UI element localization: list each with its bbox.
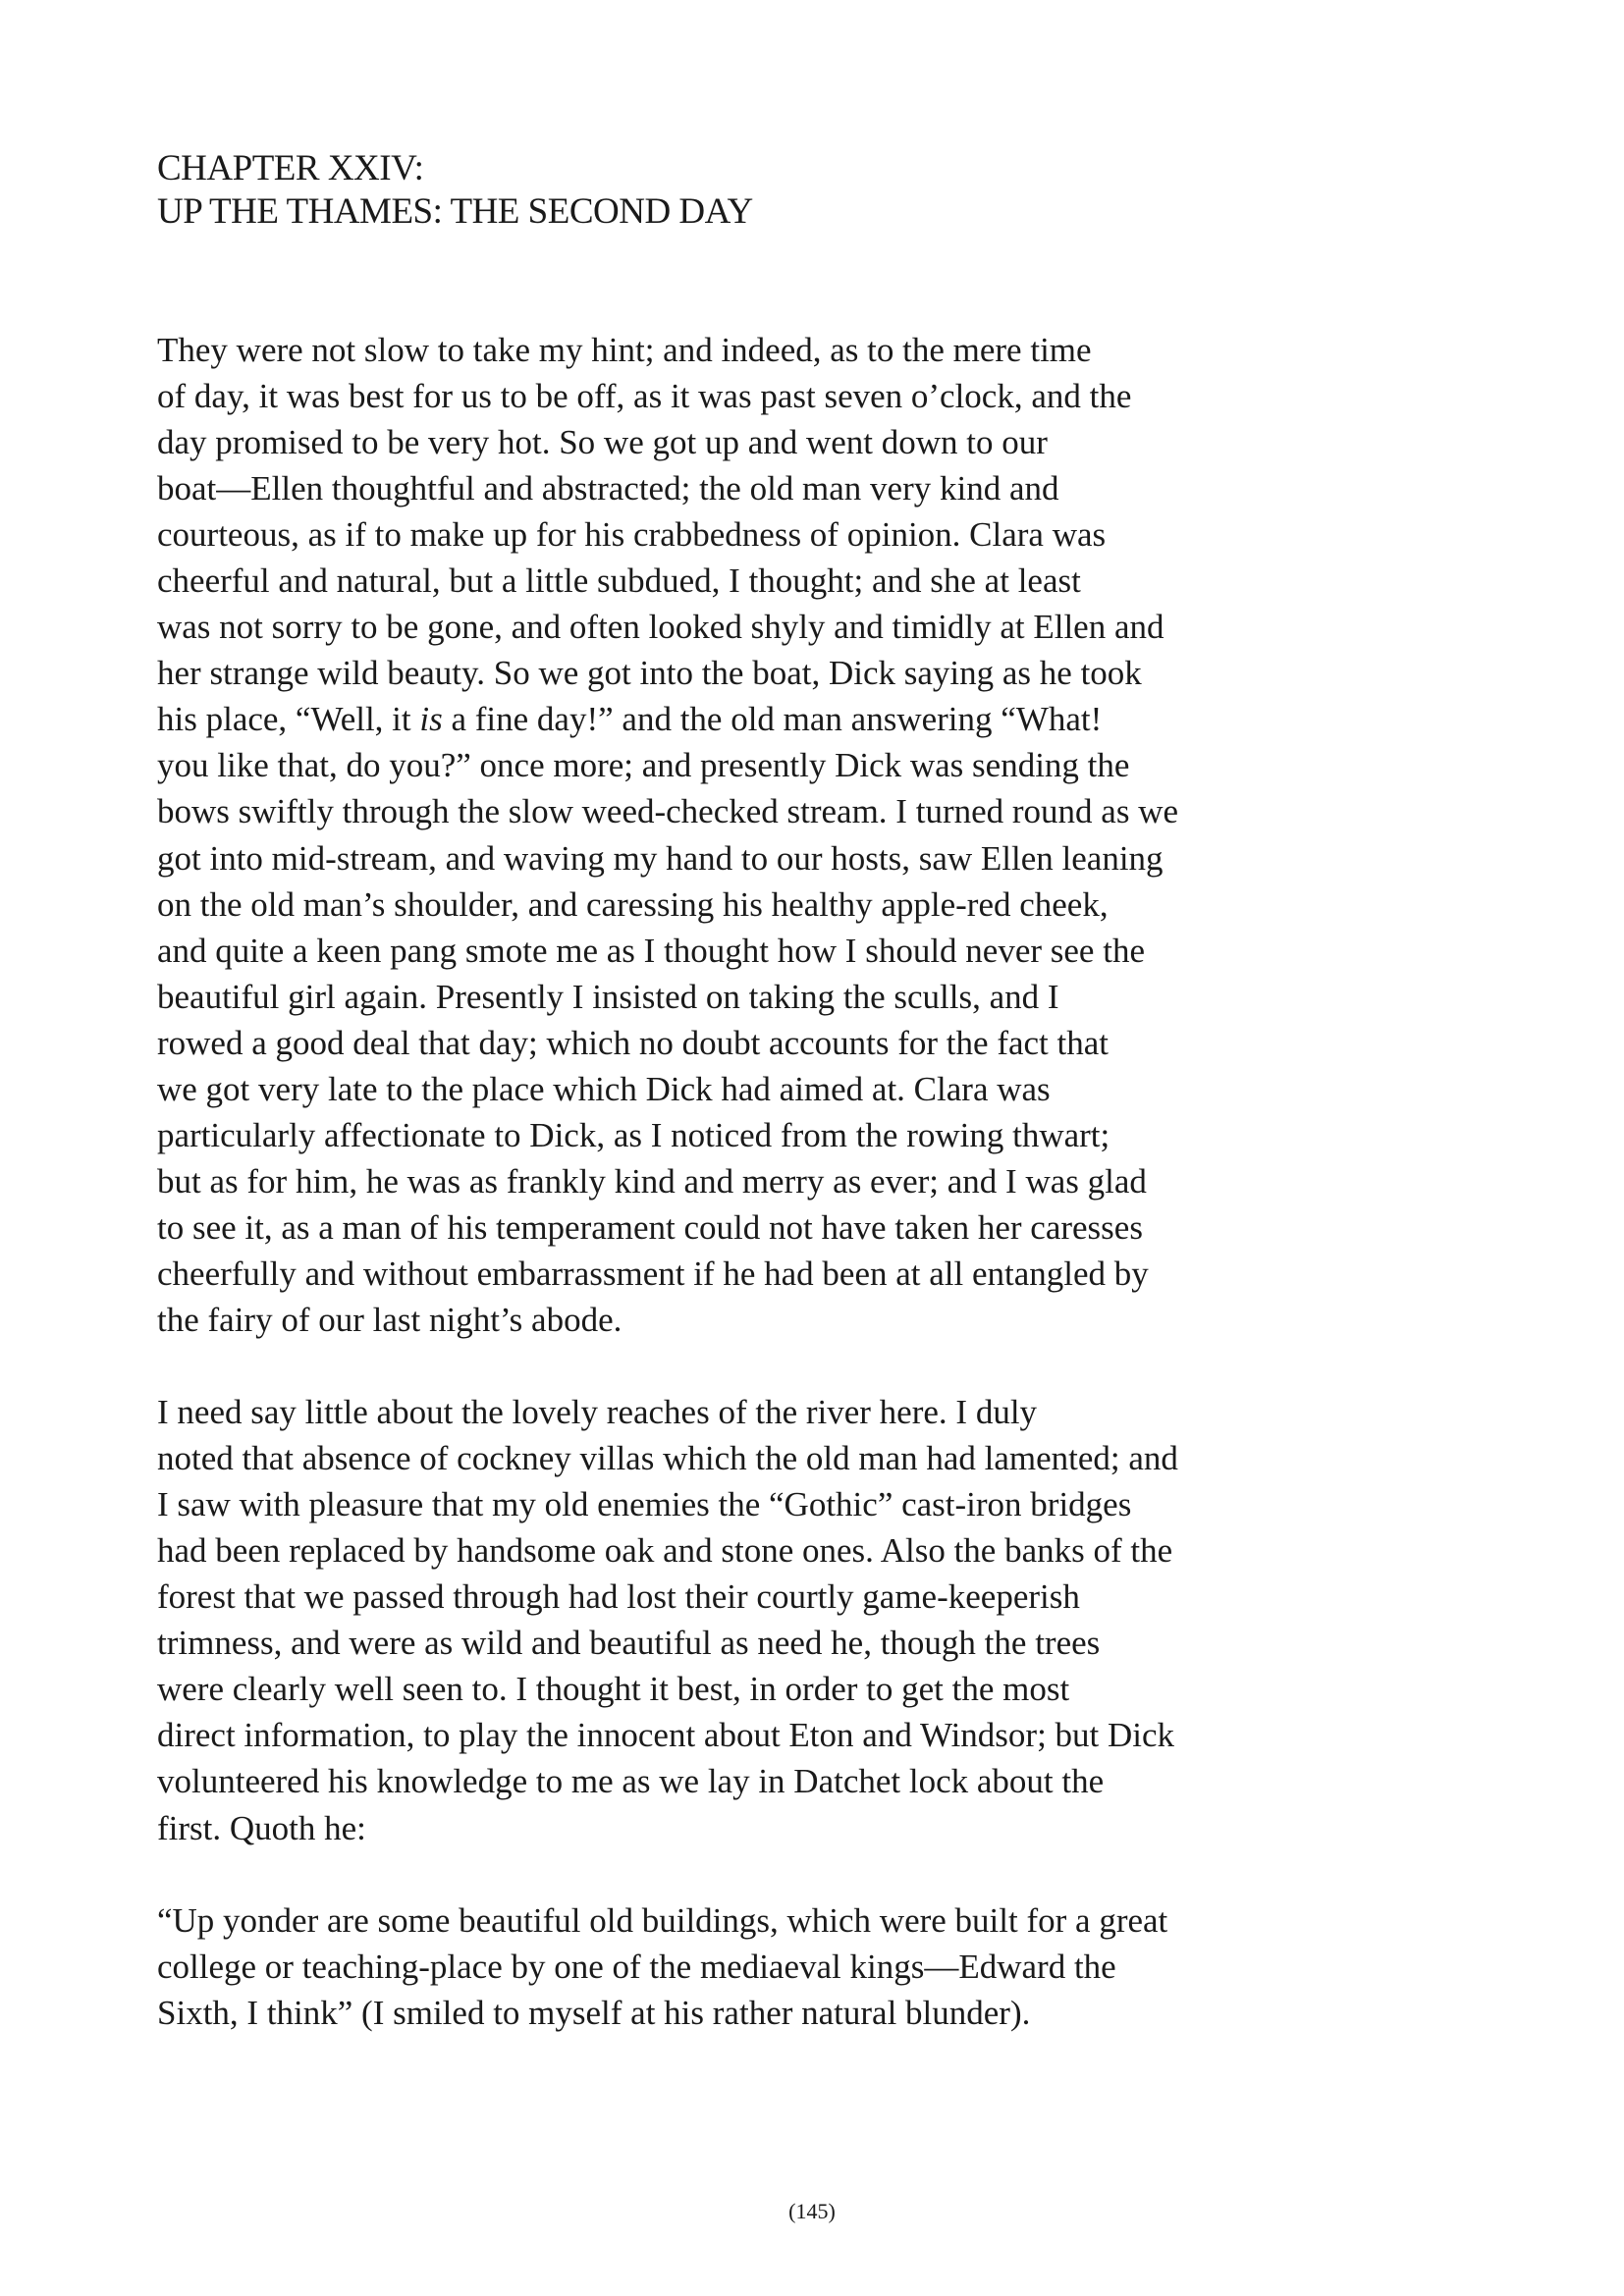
text-line: boat—Ellen thoughtful and abstracted; the old man very kind and: [157, 469, 1059, 508]
text-line: volunteered his knowledge to me as we lay in Datchet lock about the: [157, 1762, 1105, 1801]
text-line: [157, 696, 1178, 742]
text-line: we got very late to the place which Dick had aimed at. Clara was: [157, 1069, 1051, 1108]
chapter-number: CHAPTER XXIV:: [157, 148, 424, 188]
text-line: but as for him, he was as frankly kind and merry as ever; and I was glad: [157, 1161, 1147, 1201]
text-line: rowed a good deal that day; which no doubt accounts for the fact that: [157, 1023, 1109, 1062]
text-line: particularly affectionate to Dick, as I noticed from the rowing thwart;: [157, 1115, 1110, 1154]
text-line: They were not slow to take my hint; and indeed, as to the mere time: [157, 331, 1092, 369]
paragraph: [157, 327, 1178, 1343]
text-line: were clearly well seen to. I thought it best, in order to get the most: [157, 1670, 1070, 1709]
chapter-title: UP THE THAMES: THE SECOND DAY: [157, 191, 753, 232]
paragraph: [157, 1897, 1178, 2036]
text-line: forest that we passed through had lost their courtly game-keeperish: [157, 1577, 1080, 1617]
text-line: courteous, as if to make up for his crabbedness of opinion. Clara was: [157, 515, 1107, 555]
italic-text: is: [419, 700, 443, 739]
text-line: Sixth, I think” (I smiled to myself at his rather natural blunder).: [157, 1993, 1031, 2032]
chapter-heading: [157, 147, 753, 234]
paragraph-gap: [157, 1851, 1178, 1897]
text-line: first. Quoth he:: [157, 1808, 366, 1847]
text-line: direct information, to play the innocent about Eton and Windsor; but Dick: [157, 1716, 1175, 1755]
text-segment: his place, “Well, it: [157, 700, 420, 739]
text-line: had been replaced by handsome oak and stone ones. Also the banks of the: [157, 1531, 1173, 1571]
page-number: (145): [788, 2199, 836, 2223]
body-text: [157, 327, 1178, 2036]
text-line: cheerful and natural, but a little subdued, I thought; and she at least: [157, 561, 1081, 601]
text-line: her strange wild beauty. So we got into the boat, Dick saying as he took: [157, 654, 1142, 693]
paragraph: [157, 1389, 1178, 1850]
text-line: you like that, do you?” once more; and presently Dick was sending the: [157, 746, 1130, 785]
text-line: I need say little about the lovely reaches of the river here. I duly: [157, 1393, 1038, 1432]
text-segment: a fine day!” and the old man answering “What!: [442, 700, 1103, 739]
text-line: beautiful girl again. Presently I insisted on taking the sculls, and I: [157, 977, 1059, 1016]
text-line: cheerfully and without embarrassment if he had been at all entangled by: [157, 1254, 1149, 1293]
text-line: was not sorry to be gone, and often looked shyly and timidly at Ellen and: [157, 608, 1164, 647]
text-line: to see it, as a man of his temperament could not have taken her caresses: [157, 1207, 1143, 1247]
text-line: and quite a keen pang smote me as I thought how I should never see the: [157, 931, 1145, 970]
text-line: college or teaching-place by one of the mediaeval kings—Edward the: [157, 1947, 1116, 1986]
text-line: day promised to be very hot. So we got up and went down to our: [157, 423, 1048, 462]
text-line: on the old man’s shoulder, and caressing his healthy apple-red cheek,: [157, 884, 1109, 924]
text-line: “Up yonder are some beautiful old buildings, which were built for a great: [157, 1900, 1168, 1940]
text-line: the fairy of our last night’s abode.: [157, 1300, 623, 1339]
text-line: got into mid-stream, and waving my hand to our hosts, saw Ellen leaning: [157, 838, 1164, 878]
text-line: bows swiftly through the slow weed-checked stream. I turned round as we: [157, 792, 1179, 831]
text-line: I saw with pleasure that my old enemies the “Gothic” cast-iron bridges: [157, 1485, 1132, 1524]
text-line: noted that absence of cockney villas which the old man had lamented; and: [157, 1439, 1178, 1478]
text-line: trimness, and were as wild and beautiful as need he, though the trees: [157, 1624, 1101, 1663]
paragraph-gap: [157, 1343, 1178, 1389]
text-line: of day, it was best for us to be off, as it was past seven o’clock, and the: [157, 377, 1132, 416]
